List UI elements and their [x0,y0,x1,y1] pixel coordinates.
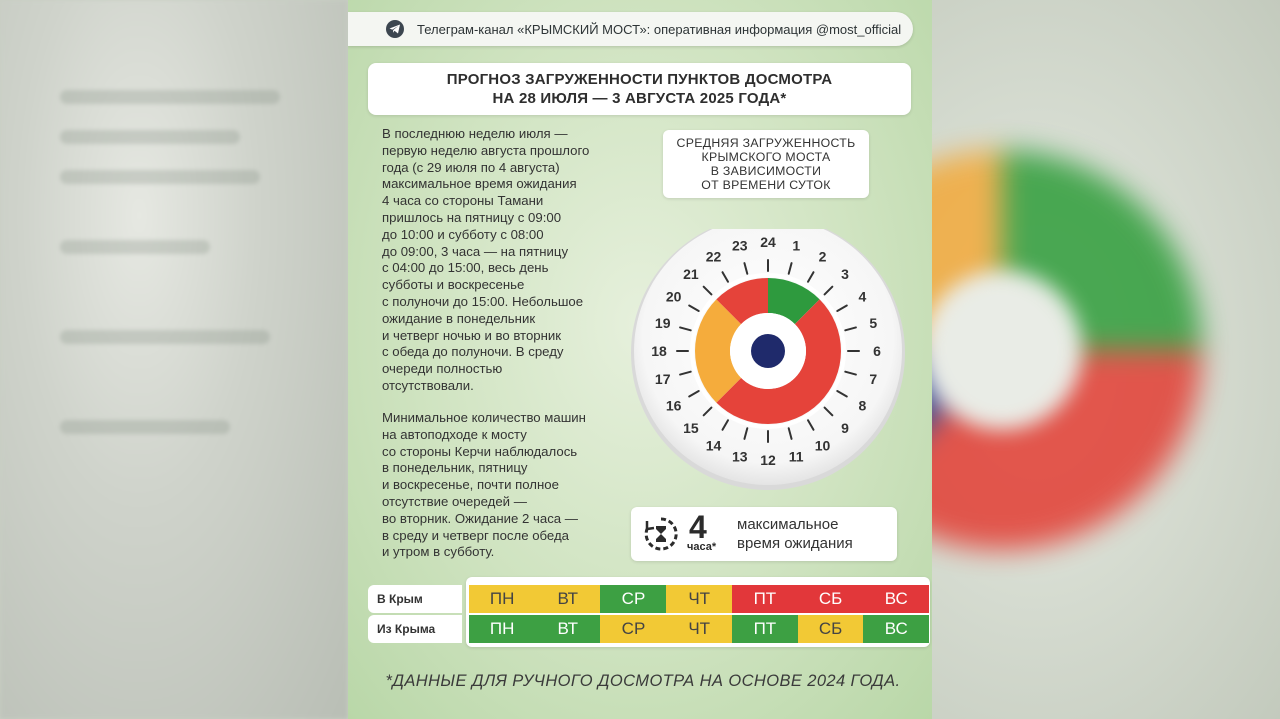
clock-hour-label: 8 [858,397,867,414]
max-wait-box [631,507,897,561]
clock-hour-label: 7 [869,371,878,388]
day-cell: ПН [469,585,535,613]
day-cell: ВС [863,615,929,643]
clock-hour-label: 18 [651,343,667,359]
clock-hour-label: 10 [814,437,831,454]
clock-hour-label: 15 [683,420,699,437]
blurred-shape [60,420,230,434]
clock-hour-label: 2 [818,248,827,265]
blurred-shape [60,130,240,144]
title-box [368,63,911,115]
clock-hour-label: 20 [665,288,682,305]
telegram-channel-text: Телеграм-канал «КРЫМСКИЙ МОСТ»: оперативная информация @most_official [417,21,902,37]
day-cell: ВТ [535,585,601,613]
blurred-shape [60,90,280,104]
schedule-row-to-crimea [368,585,911,613]
clock-hour-label: 12 [760,452,776,468]
blurred-shape [60,240,210,254]
load-clock-chart [628,229,908,499]
day-cell: СР [600,615,666,643]
day-cell: ПН [469,615,535,643]
hourglass-timer-icon [643,516,679,552]
day-cell: ЧТ [666,615,732,643]
clock-hour-label: 9 [841,420,849,437]
max-wait-caption [737,515,853,553]
clock-hour-label: 22 [705,248,722,265]
clock-hour-label: 21 [683,265,699,282]
clock-hour-label: 23 [731,237,748,254]
chart-label-line: КРЫМСКОГО МОСТА [701,150,831,164]
max-wait-caption-line: время ожидания [737,535,853,552]
max-wait-unit: часа* [687,541,717,553]
chart-label-line: ОТ ВРЕМЕНИ СУТОК [701,178,831,192]
day-cell: ВС [863,585,929,613]
clock-hour-label: 16 [665,397,682,414]
clock-hour-label: 13 [731,448,748,465]
day-cell: СБ [798,615,864,643]
description-paragraph-1: В последнюю неделю июля — первую неделю августа прошлого года (с 29 июля по 4 августа) максимальное время ожидания 4 часа со стороны Тамани пришлось на пятницу с 09:00 до 10:00 и субботу с 08:00 до 09:00, 3 часа — на пятницу с 04:00 до 15:00, весь день субботы и воскресенье с полуночи до 15:00. Небольшое ожидание в понедельник и четверг ночью и во вторник с обеда до полуночи. В среду очереди полностью отсутствовали. [382,126,590,393]
blurred-shape [60,330,270,344]
title-line-2: НА 28 ИЮЛЯ — 3 АВГУСТА 2025 ГОДА* [492,90,787,107]
row-label: В Крым [368,585,462,613]
clock-center-dot [751,334,785,368]
clock-hour-label: 19 [654,314,671,331]
clock-hour-label: 11 [788,448,804,465]
telegram-channel-bar[interactable] [348,12,913,46]
clock-hour-label: 4 [858,288,867,305]
weekly-schedule-table [368,579,911,645]
max-wait-caption-line: максимальное [737,516,839,533]
chart-label-line: В ЗАВИСИМОСТИ [710,164,822,178]
day-cell: ВТ [535,615,601,643]
description-paragraph-2: Минимальное количество машин на автоподходе к мосту со стороны Керчи наблюдалось в понедельник, пятницу и воскресенье, почти полное отсутствие очередей — во вторник. Ожидание 2 часа — в среду и четверг после обеда и утром в субботу. [382,410,586,560]
clock-hour-label: 6 [873,343,881,359]
blurred-background-left [0,0,348,719]
day-cell: ПТ [732,585,798,613]
day-cell: СБ [798,585,864,613]
clock-hour-label: 24 [760,234,776,250]
row-label: Из Крыма [368,615,462,643]
max-wait-number: 4 [689,509,707,545]
chart-label-line: СРЕДНЯЯ ЗАГРУЖЕННОСТЬ [676,136,856,150]
clock-hour-label: 5 [869,314,878,331]
chart-label [663,130,869,198]
clock-hour-label: 17 [654,371,671,388]
blurred-background-right [932,0,1280,719]
day-cell: СР [600,585,666,613]
title-line-1: ПРОГНОЗ ЗАГРУЖЕННОСТИ ПУНКТОВ ДОСМОТРА [446,71,833,88]
clock-hour-label: 3 [841,265,849,282]
footnote: *ДАННЫЕ ДЛЯ РУЧНОГО ДОСМОТРА НА ОСНОВЕ 2024 ГОДА. [385,672,901,690]
clock-hour-label: 14 [705,437,722,454]
schedule-row-from-crimea [368,615,911,643]
day-cell: ПТ [732,615,798,643]
clock-hour-label: 1 [792,237,801,254]
day-cell: ЧТ [666,585,732,613]
telegram-icon [386,20,404,38]
infographic-poster [348,0,932,719]
blurred-shape [60,170,260,184]
